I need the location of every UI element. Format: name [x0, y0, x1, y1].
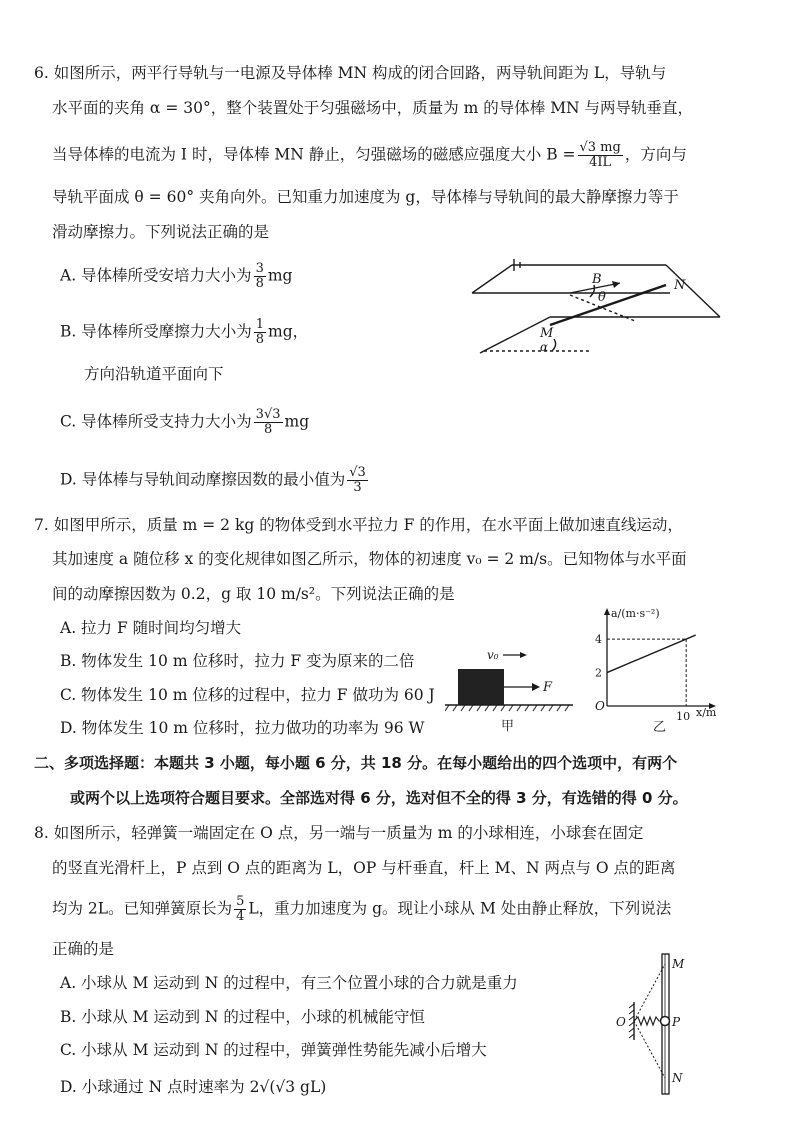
wall-hatch	[629, 1004, 634, 1038]
option-tail: mg	[284, 412, 310, 431]
conductor-mn	[550, 285, 666, 325]
rail-left-end	[472, 265, 512, 293]
spring	[634, 1017, 662, 1025]
q8-spring-figure	[612, 950, 692, 1100]
label-alpha: α	[540, 340, 549, 354]
denominator: 8	[263, 422, 273, 437]
label-f: F	[543, 680, 553, 695]
numerator: 5	[236, 894, 245, 909]
denominator: 4IL	[589, 155, 612, 170]
label-m: M	[672, 957, 685, 971]
option-text: A. 导体棒所受安培力大小为	[60, 266, 252, 285]
option-text: D. 小球通过 N 点时速率为 2	[60, 1078, 260, 1096]
option-radical: √(√3 gL)	[259, 1078, 327, 1096]
q7-option-a[interactable]: A. 拉力 F 随时间均匀增大	[60, 619, 242, 637]
y-tick-label: 4	[595, 633, 602, 647]
q6-b-fraction	[578, 141, 623, 170]
denominator: 8	[255, 332, 265, 347]
label-m: M	[540, 326, 554, 341]
q6-line-5: 滑动摩擦力。下列说法正确的是	[52, 223, 270, 241]
q8-line-3	[52, 895, 671, 924]
q8-option-a[interactable]: A. 小球从 M 运动到 N 的过程中，有三个位置小球的合力就是重力	[60, 974, 518, 992]
x-axis-label: x/m	[696, 706, 717, 719]
q6-line-2: 水平面的夹角 α = 30°，整个装置处于匀强磁场中，质量为 m 的导体棒 MN 与两导轨垂直，	[52, 99, 694, 117]
q6-line-4: 导轨平面成 θ = 60° 夹角向外。已知重力加速度为 g，导体棒与导轨间的最大静摩擦力等于	[52, 188, 679, 206]
q7-line-3: 间的动摩擦因数为 0.2，g 取 10 m/s²。下列说法正确的是	[52, 585, 455, 603]
numerator: √3 mg	[579, 140, 621, 155]
q6-line-3-tail: ，方向与	[624, 145, 687, 164]
q6-option-b-cont: 方向沿轨道平面向下	[84, 365, 224, 383]
fraction	[254, 408, 283, 437]
q8-line-4: 正确的是	[52, 940, 115, 958]
numerator: √3	[349, 465, 366, 480]
q6-option-b[interactable]	[60, 318, 308, 347]
om-dashed	[634, 964, 665, 1021]
ground-hatch	[445, 705, 569, 711]
x-tick-label: 10	[676, 710, 691, 723]
option-text: B. 导体棒所受摩擦力大小为	[60, 322, 252, 341]
option-tail: mg，	[268, 322, 309, 341]
ball	[661, 1017, 670, 1026]
numerator: 1	[255, 317, 265, 332]
q8-line-3-tail: L，重力加速度为 g。现让小球从 M 处由静止释放，下列说法	[248, 899, 672, 918]
block	[458, 669, 504, 705]
label-p: P	[672, 1015, 681, 1029]
q8-option-b[interactable]: B. 小球从 M 运动到 N 的过程中，小球的机械能守恒	[60, 1008, 425, 1026]
arrow-head	[612, 281, 620, 288]
on-dashed	[634, 1021, 665, 1078]
q7-option-b[interactable]: B. 物体发生 10 m 位移时，拉力 F 变为原来的二倍	[60, 652, 415, 670]
force-arrow-head	[532, 683, 540, 691]
label-n: N	[672, 1071, 683, 1085]
section2-heading-1: 二、多项选择题：本题共 3 小题，每小题 6 分，共 18 分。在每小题给出的四个选项中，有两个	[34, 754, 678, 772]
q8-option-d[interactable]	[60, 1076, 326, 1098]
label-yi: 乙	[653, 720, 667, 733]
q7-option-c[interactable]: C. 物体发生 10 m 位移的过程中，拉力 F 做功为 60 J	[60, 686, 435, 704]
section2-heading-2: 或两个以上选项符合题目要求。全部选对得 6 分，选对但不全的得 3 分，有选错的得 0 分。	[70, 789, 688, 807]
q7-option-d[interactable]: D. 物体发生 10 m 位移时，拉力做功的功率为 96 W	[60, 719, 425, 737]
q7-chart-yi	[585, 603, 725, 733]
q6-option-a[interactable]	[60, 262, 292, 291]
label-v0: v₀	[487, 648, 499, 662]
q6-line-1: 6. 如图所示，两平行导轨与一电源及导体棒 MN 构成的闭合回路，两导轨间距为 L，导轨与	[34, 64, 667, 82]
label-o: O	[616, 1015, 626, 1029]
numerator: 3√3	[255, 407, 281, 422]
label-theta: θ	[598, 290, 606, 305]
option-tail: mg	[267, 266, 293, 285]
option-text: C. 导体棒所受支持力大小为	[60, 412, 252, 431]
q8-line-1: 8. 如图所示，轻弹簧一端固定在 O 点，另一端与一质量为 m 的小球相连，小球套在固定	[34, 824, 644, 842]
y-axis-arrow	[604, 608, 610, 615]
q8-line-3-text: 均为 2L。已知弹簧原长为	[52, 899, 233, 918]
origin-label: O	[595, 699, 605, 713]
denominator: 3	[353, 480, 362, 495]
q8-line-2: 的竖直光滑杆上，P 点到 O 点的距离为 L，OP 与杆垂直，杆上 M、N 两点与 O 点的距离	[52, 859, 676, 877]
q6-rail-figure	[470, 255, 730, 360]
option-text: D. 导体棒与导轨间动摩擦因数的最小值为	[60, 470, 346, 489]
fraction	[347, 466, 368, 495]
label-jia: 甲	[501, 719, 515, 734]
q7-line-1: 7. 如图甲所示，质量 m = 2 kg 的物体受到水平拉力 F 的作用，在水平面上做加速直线运动，	[34, 516, 683, 534]
fraction	[234, 895, 246, 924]
y-tick-label: 2	[595, 666, 602, 680]
fraction	[254, 318, 266, 347]
series-a-line	[607, 635, 696, 672]
q6-line-3-text: 当导体棒的电流为 I 时，导体棒 MN 静止，匀强磁场的磁感应强度大小 B =	[52, 145, 576, 164]
label-b: B	[592, 272, 602, 287]
q7-figure-jia	[445, 645, 575, 735]
q6-option-d[interactable]	[60, 466, 370, 495]
denominator: 8	[255, 276, 264, 291]
q6-option-c[interactable]	[60, 408, 309, 437]
fraction	[254, 262, 266, 291]
numerator: 3	[255, 261, 264, 276]
denominator: 4	[236, 909, 245, 924]
q6-line-3	[52, 141, 687, 170]
y-axis-label: a/(m·s⁻²)	[611, 607, 660, 620]
q8-option-c[interactable]: C. 小球从 M 运动到 N 的过程中，弹簧弹性势能先减小后增大	[60, 1041, 487, 1059]
v0-arrow-head	[520, 652, 527, 658]
label-n: N	[674, 278, 686, 293]
q7-line-2: 其加速度 a 随位移 x 的变化规律如图乙所示，物体的初速度 v₀ = 2 m/s。已知物体与水平面	[52, 550, 687, 568]
